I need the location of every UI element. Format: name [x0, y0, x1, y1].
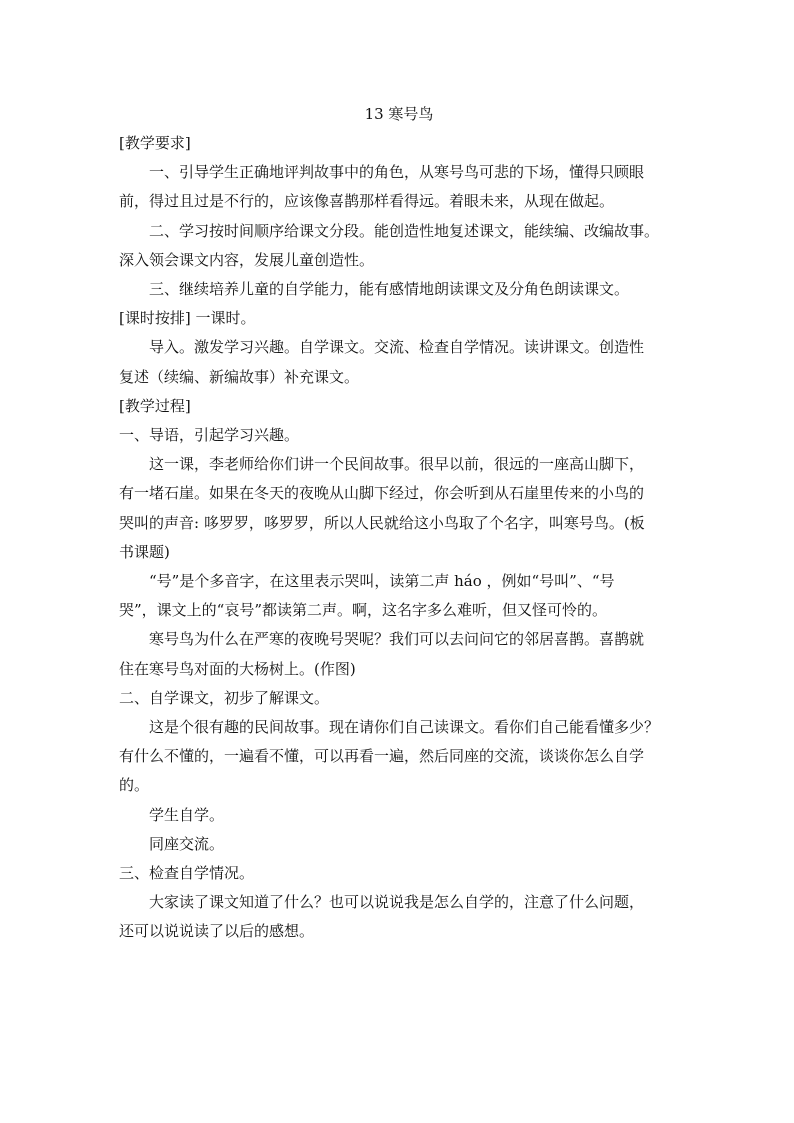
- text-line: 一、导语，引起学习兴趣。: [119, 426, 300, 445]
- text-line: 书课题): [119, 542, 170, 561]
- text-line: [课时按排] 一课时。: [119, 309, 256, 328]
- text-line: 有什么不懂的，一遍看不懂，可以再看一遍，然后同座的交流，谈谈你怎么自学: [119, 747, 645, 766]
- text-line: 二、学习按时间顺序给课文分段。能创造性地复述课文，能续编、改编故事。: [149, 221, 660, 240]
- text-line: 一、引导学生正确地评判故事中的角色，从寒号鸟可悲的下场，懂得只顾眼: [149, 163, 645, 182]
- text-line: 复述（续编、新编故事）补充课文。: [119, 367, 360, 386]
- document-body: [119, 129, 679, 947]
- text-line: 还可以说说读了以后的感想。: [119, 922, 315, 941]
- text-line: 三、继续培养儿童的自学能力，能有感情地朗读课文及分角色朗读课文。: [149, 280, 630, 299]
- text-line: 寒号鸟为什么在严寒的夜晚号哭呢？我们可以去问问它的邻居喜鹊。喜鹊就: [149, 630, 645, 649]
- document-page: [119, 100, 679, 947]
- text-line: 这一课，李老师给你们讲一个民间故事。很早以前，很远的一座高山脚下，: [149, 455, 645, 474]
- text-line: 学生自学。: [149, 805, 225, 824]
- text-line: 有一堵石崖。如果在冬天的夜晚从山脚下经过，你会听到从石崖里传来的小鸟的: [119, 484, 645, 503]
- text-line: [教学要求]: [119, 134, 191, 152]
- text-line: 哭叫的声音: 哆罗罗，哆罗罗，所以人民就给这小鸟取了个名字，叫寒号鸟。(板: [119, 513, 645, 532]
- document-title: 13 寒号鸟: [364, 105, 434, 123]
- text-line: 哭”，课文上的“哀号”都读第二声。啊，这名字多么难听，但又怪可怜的。: [119, 601, 608, 620]
- text-line: 三、检查自学情况。: [119, 864, 255, 883]
- text-line: 这是个很有趣的民间故事。现在请你们自己读课文。看你们自己能看懂多少？: [149, 718, 660, 737]
- text-line: 二、自学课文，初步了解课文。: [119, 688, 330, 707]
- text-line: 导入。激发学习兴趣。自学课文。交流、检查自学情况。读讲课文。创造性: [149, 338, 645, 357]
- text-line: 的。: [119, 776, 150, 795]
- text-line: 同座交流。: [149, 834, 225, 853]
- text-line: 深入领会课文内容，发展儿童创造性。: [119, 250, 375, 269]
- text-line: 住在寒号鸟对面的大杨树上。(作图): [119, 659, 356, 678]
- text-line: 大家读了课文知道了什么？也可以说说我是怎么自学的，注意了什么问题，: [149, 893, 645, 912]
- text-line: [教学过程]: [119, 396, 191, 415]
- text-line: “号”是个多音字，在这里表示哭叫，读第二声 háo ，例如“号叫”、“号: [149, 572, 615, 591]
- text-line: 前，得过且过是不行的，应该像喜鹊那样看得远。着眼未来，从现在做起。: [119, 192, 615, 211]
